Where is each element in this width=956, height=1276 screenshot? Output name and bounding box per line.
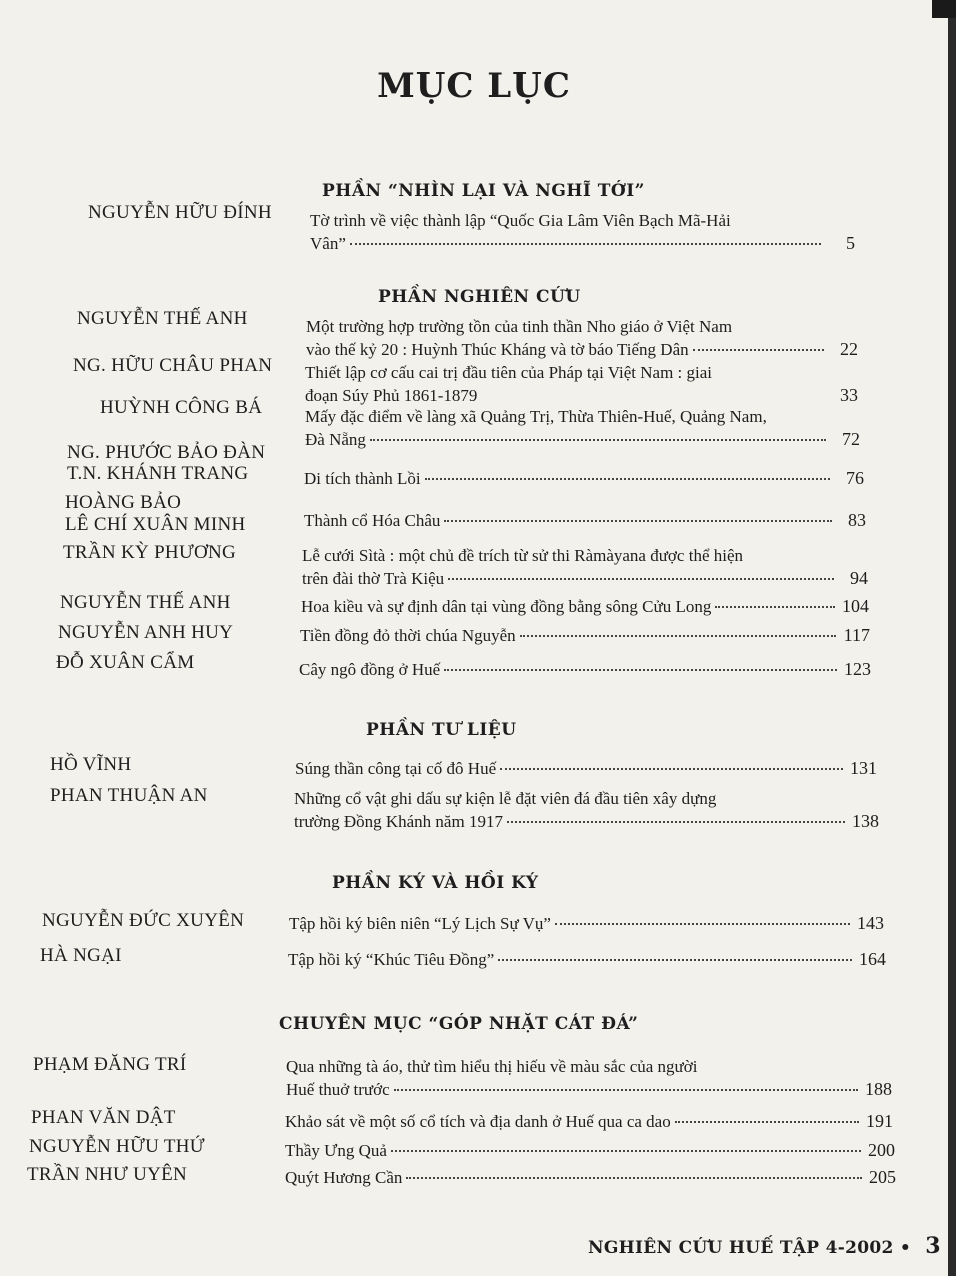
toc-entry-title: Một trường hợp trường tồn của tinh thần Nho giáo ở Việt Nam — [306, 317, 733, 336]
toc-entry-title: Thành cổ Hóa Châu — [304, 511, 441, 530]
toc-page-number: 72 — [842, 429, 860, 449]
toc-author: HÀ NGẠI — [40, 945, 122, 966]
section-heading-3: PHẦN TƯ LIỆU — [366, 720, 517, 740]
toc-author: TRẦN KỲ PHƯƠNG — [63, 542, 237, 563]
toc-author: T.N. KHÁNH TRANG — [67, 463, 249, 484]
toc-entry-title: Mấy đặc điểm về làng xã Quảng Trị, Thừa Thiên-Huế, Quảng Nam, — [305, 407, 767, 426]
toc-page-number: 164 — [859, 949, 886, 969]
leader-dots — [715, 605, 835, 608]
leader-dots — [507, 820, 845, 823]
toc-author: NG. PHƯỚC BẢO ĐÀN — [67, 442, 266, 463]
section-heading-5: CHUYÊN MỤC “GÓP NHẶT CÁT ĐÁ” — [279, 1014, 639, 1034]
toc-entry-title: Thiết lập cơ cấu cai trị đầu tiên của Pháp tại Việt Nam : giai — [305, 363, 713, 382]
toc-entry-title: Tiền đồng đỏ thời chúa Nguyễn — [300, 626, 516, 645]
toc-entry-title: Hoa kiều và sự định dân tại vùng đồng bằng sông Cửu Long — [301, 597, 712, 616]
toc-page-number: 131 — [850, 758, 877, 778]
leader-dots — [498, 958, 852, 961]
toc-author: NGUYỄN ĐỨC XUYÊN — [42, 910, 245, 931]
section-heading-1: PHẦN “NHÌN LẠI VÀ NGHĨ TỚI” — [322, 181, 645, 201]
footer-title: NGHIÊN CỨU HUẾ TẬP 4-2002 — [588, 1238, 894, 1258]
toc-entry — [300, 624, 870, 647]
toc-author: NGUYỄN ANH HUY — [58, 622, 234, 643]
leader-dots — [406, 1176, 862, 1179]
toc-entry — [305, 362, 858, 407]
toc-entry-title: trên đài thờ Trà Kiệu — [302, 569, 445, 588]
toc-author: HUỲNH CÔNG BÁ — [100, 397, 263, 418]
toc-entry-title: Di tích thành Lồi — [304, 469, 421, 488]
leader-dots — [555, 922, 850, 925]
toc-author: LÊ CHÍ XUÂN MINH — [65, 514, 246, 535]
toc-entry — [286, 1056, 892, 1101]
toc-author: ĐỖ XUÂN CẨM — [56, 652, 195, 673]
toc-author: NGUYỄN HỮU THỨ — [29, 1136, 205, 1157]
toc-entry-title: Những cổ vật ghi dấu sự kiện lễ đặt viên đá đầu tiên xây dựng — [294, 789, 717, 808]
toc-entry — [285, 1139, 895, 1162]
toc-page-number: 200 — [868, 1140, 895, 1160]
toc-page-number: 138 — [852, 811, 879, 831]
toc-author: HOÀNG BẢO — [65, 492, 182, 513]
running-footer — [588, 1233, 941, 1259]
toc-entry-title: Huế thuở trước — [286, 1080, 390, 1099]
toc-entry-title: trường Đồng Khánh năm 1917 — [294, 812, 503, 831]
section-heading-2: PHẦN NGHIÊN CỨU — [378, 287, 581, 307]
toc-entry-title: Cây ngô đồng ở Huế — [299, 660, 441, 679]
toc-entry — [299, 658, 871, 681]
toc-page-number: 123 — [844, 659, 871, 679]
leader-dots — [675, 1120, 859, 1123]
toc-page-number: 117 — [843, 625, 870, 645]
toc-page-number: 188 — [865, 1079, 892, 1099]
toc-entry-title: Vân” — [310, 234, 346, 253]
leader-dots — [350, 242, 821, 245]
page-title: MỤC LỤC — [377, 66, 571, 106]
toc-entry — [289, 912, 884, 935]
toc-page-number: 76 — [846, 468, 864, 488]
leader-dots — [425, 477, 830, 480]
toc-entry-title: Lễ cưới Sìtà : một chủ đề trích từ sử thi Ràmàyana được thể hiện — [302, 546, 744, 565]
toc-entry-title: Thầy Ưng Quả — [285, 1141, 387, 1160]
toc-author: NG. HỮU CHÂU PHAN — [73, 355, 273, 376]
toc-entry — [301, 595, 869, 618]
toc-entry — [285, 1166, 896, 1189]
leader-dots — [444, 519, 832, 522]
toc-entry — [304, 467, 864, 490]
toc-entry-title: Tờ trình về việc thành lập “Quốc Gia Lâm Viên Bạch Mã-Hải — [310, 211, 731, 230]
leader-dots — [520, 634, 836, 637]
leader-dots — [481, 394, 824, 397]
leader-dots — [693, 348, 824, 351]
toc-page-number: 5 — [846, 233, 855, 253]
toc-entry — [310, 210, 855, 255]
toc-page-number: 191 — [866, 1111, 893, 1131]
leader-dots — [500, 767, 843, 770]
toc-author: NGUYỄN THẾ ANH — [77, 308, 248, 329]
leader-dots — [444, 668, 837, 671]
leader-dots — [391, 1149, 861, 1152]
leader-dots — [394, 1088, 858, 1091]
toc-entry — [288, 948, 886, 971]
toc-author: NGUYỄN THẾ ANH — [60, 592, 231, 613]
footer-bullet: • — [899, 1238, 911, 1258]
toc-entry — [285, 1110, 893, 1133]
toc-page-number: 104 — [842, 596, 869, 616]
page-edge-shadow — [932, 0, 956, 18]
toc-author: PHAN THUẬN AN — [50, 785, 208, 806]
toc-entry-title: vào thế kỷ 20 : Huỳnh Thúc Kháng và tờ báo Tiếng Dân — [306, 340, 689, 359]
toc-entry-title: Tập hồi ký “Khúc Tiêu Đồng” — [288, 950, 495, 969]
toc-entry-title: Đà Nẵng — [305, 430, 366, 449]
toc-entry-title: đoạn Súy Phủ 1861-1879 — [305, 386, 478, 405]
toc-page-number: 94 — [850, 568, 868, 588]
toc-entry-title: Khảo sát về một số cổ tích và địa danh ở Huế qua ca dao — [285, 1112, 671, 1131]
toc-author: PHẠM ĐĂNG TRÍ — [33, 1054, 187, 1075]
toc-entry-title: Qua những tà áo, thử tìm hiểu thị hiếu về màu sắc của người — [286, 1057, 698, 1076]
leader-dots — [370, 438, 826, 441]
toc-page-number: 83 — [848, 510, 866, 530]
toc-entry-title: Quýt Hương Cần — [285, 1168, 403, 1187]
toc-author: HỒ VĨNH — [50, 754, 132, 775]
toc-author: NGUYỄN HỮU ĐÍNH — [88, 202, 272, 223]
toc-page-number: 33 — [840, 385, 858, 405]
toc-page-number: 143 — [857, 913, 884, 933]
toc-page-number: 205 — [869, 1167, 896, 1187]
footer-page-number: 3 — [925, 1233, 941, 1259]
toc-entry — [294, 788, 879, 833]
toc-author: PHAN VĂN DẬT — [31, 1107, 176, 1128]
toc-entry — [306, 316, 858, 361]
toc-entry — [305, 406, 860, 451]
toc-page-number: 22 — [840, 339, 858, 359]
toc-author: TRẦN NHƯ UYÊN — [27, 1164, 188, 1185]
toc-entry-title: Súng thần công tại cố đô Huế — [295, 759, 497, 778]
leader-dots — [448, 577, 834, 580]
toc-entry — [304, 509, 866, 532]
toc-entry — [302, 545, 868, 590]
toc-entry — [295, 757, 877, 780]
toc-entry-title: Tập hồi ký biên niên “Lý Lịch Sự Vụ” — [289, 914, 551, 933]
section-heading-4: PHẦN KÝ VÀ HỒI KÝ — [332, 873, 539, 893]
